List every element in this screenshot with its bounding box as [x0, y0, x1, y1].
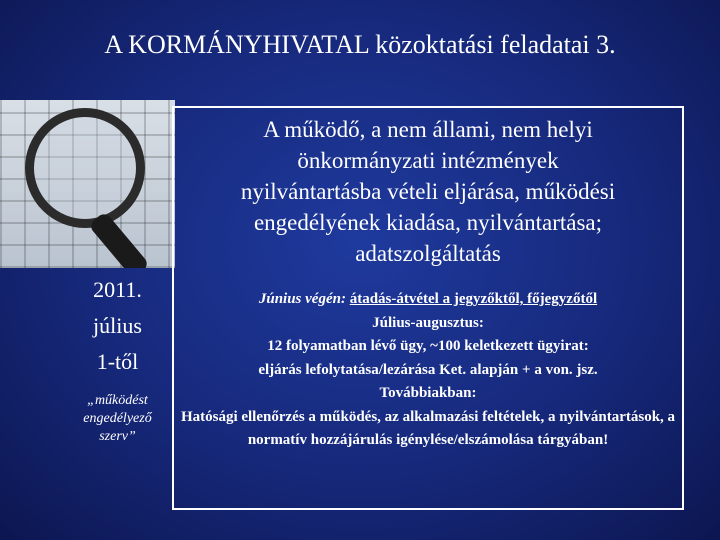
magnifier-lens-icon: [25, 108, 145, 228]
june-line: [176, 288, 680, 312]
date-year: 2011.: [93, 277, 142, 302]
heading-line: A működő, a nem állami, nem helyi: [263, 117, 593, 142]
later-text: Hatósági ellenőrzés a működés, az alkalmazási feltételek, a nyilvántartások, a normatív hozzájárulás igénylése/elszámolása tárgyában!: [180, 408, 676, 448]
note-line: engedélyező: [83, 411, 152, 426]
magnifier-keyboard-image: [0, 100, 175, 268]
heading-line: nyilvántartásba vételi eljárása, működési: [240, 179, 616, 204]
july-aug-label: Július-augusztus:: [372, 314, 484, 331]
date-day: 1-től: [96, 349, 139, 374]
note-line: „működést: [87, 393, 148, 408]
authority-note: [60, 392, 175, 446]
july-aug-text: 12 folyamatban lévő ügy, ~100 keletkezett ügyirat:: [267, 338, 589, 354]
note-line: szerv”: [99, 429, 136, 444]
heading-line: engedélyének kiadása, nyilvántartása;: [253, 210, 603, 235]
june-text: átadás-átvétel a jegyzőktől, főjegyzőtől: [349, 291, 598, 307]
box-details: [176, 288, 680, 453]
heading-line: önkormányzati intézmények: [297, 148, 559, 173]
heading-line: adatszolgáltatás: [355, 241, 501, 266]
date-month: július: [93, 313, 142, 338]
box-heading: [176, 114, 680, 269]
july-aug-text: eljárás lefolytatása/lezárása Ket. alapján + a von. jsz.: [258, 361, 598, 378]
june-label: Június végén:: [258, 291, 346, 307]
later-label: Továbbiakban:: [379, 385, 477, 401]
slide-title: A KORMÁNYHIVATAL közoktatási feladatai 3.: [104, 30, 616, 59]
start-date: [60, 272, 175, 380]
